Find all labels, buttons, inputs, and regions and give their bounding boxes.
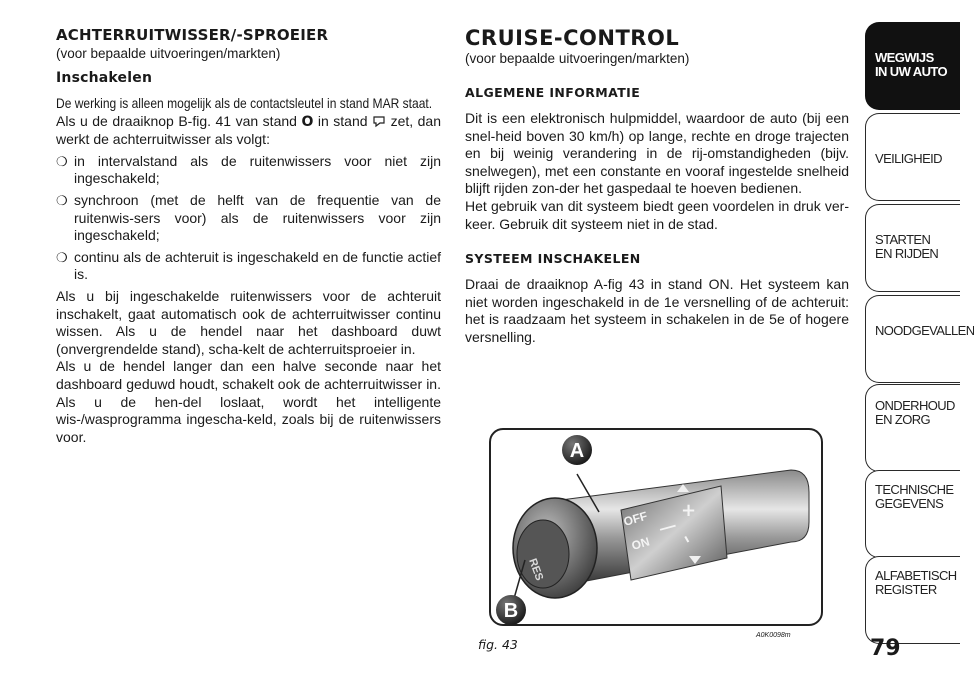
tab-alfabetisch[interactable]: ALFABETISCH REGISTER	[865, 556, 960, 644]
list-item: ❍ in intervalstand als de ruitenwissers voor niet zijn ingeschakeld;	[56, 152, 441, 187]
title-note: (voor bepaalde uitvoeringen/markten)	[56, 46, 281, 61]
tab-technische[interactable]: TECHNISCHE GEGEVENS	[865, 470, 960, 558]
tab-wegwijs[interactable]: WEGWIJS IN UW AUTO	[865, 22, 960, 110]
heading-system-on: SYSTEEM INSCHAKELEN	[465, 251, 641, 267]
svg-text:A: A	[569, 440, 585, 462]
knob-res-label: RES	[526, 556, 546, 583]
heading-general-info: ALGEMENE INFORMATIE	[465, 85, 641, 100]
figure-code: A0K0098m	[756, 632, 791, 639]
paragraph-switch: Als u de draaiknop B-fig. 41 van stand O in stand zet, dan werkt de achterruitwisser als volgt:	[56, 112, 441, 148]
paragraph: De werking is alleen mogelijk als de contactsleutel in stand MAR staat.	[56, 95, 433, 111]
tab-onderhoud[interactable]: ONDERHOUD EN ZORG	[865, 384, 960, 472]
section-title-rear-wiper: ACHTERRUITWISSER/-SPROEIER	[56, 26, 329, 44]
tab-starten[interactable]: STARTEN EN RIJDEN	[865, 204, 960, 292]
title-note: (voor bepaalde uitvoeringen/markten)	[465, 51, 690, 66]
lever-illustration	[491, 430, 825, 628]
knob-on-label: ON	[629, 534, 652, 553]
figure-cruise-lever	[489, 428, 823, 626]
rear-wiper-icon	[372, 115, 386, 127]
svg-text:B: B	[503, 600, 519, 622]
tab-noodgevallen[interactable]: NOODGEVALLEN	[865, 295, 960, 383]
plus-label: +	[681, 500, 697, 521]
paragraph: Dit is een elektronisch hulpmiddel, waardoor de auto (bij een snel-heid boven 30 km/h) op lange, rechte en droge trajecten en bij weinig verandering in de rij-omstandigheden (bijv. snelwegen), met een constante en vooraf ingestelde snelheid blijft rijden zon-der het gaspedaal te hoeven bedienen.	[465, 110, 849, 197]
chapter-tabs	[855, 0, 974, 677]
left-column	[56, 26, 441, 446]
list-item: ❍ continu als de achteruit is ingeschakeld en de functie actief is.	[56, 248, 441, 283]
paragraph: Draai de draaiknop A-fig 43 in stand ON. Het systeem kan niet worden ingeschakeld in de 1e versnelling of de achteruit: het is raadzaam het systeem in schakelen in de 5e of hogere versnelling.	[465, 276, 849, 345]
figure-caption: fig. 43	[478, 637, 518, 652]
subheading-inschakelen: Inschakelen	[56, 70, 153, 86]
off-symbol-icon: O	[301, 113, 314, 130]
minus-label: |	[659, 522, 680, 533]
paragraph: Als u bij ingeschakelde ruitenwissers voor de achteruit inschakelt, gaat automatisch ook de achterruitwisser continu wissen. Als u de hendel naar het dashboard duwt (onvergrendelde stand), scha-kelt de achterruitsproeier in.	[56, 287, 441, 357]
tab-veiligheid[interactable]: VEILIGHEID	[865, 113, 960, 201]
callout-a	[562, 435, 592, 465]
bullet-icon: ❍	[56, 192, 68, 208]
paragraph: Het gebruik van dit systeem biedt geen voordelen in druk ver-keer. Gebruik dit systeem niet in de stad.	[465, 197, 849, 232]
bullet-icon: ❍	[56, 153, 68, 169]
page-number: 79	[870, 636, 901, 661]
paragraph: Als u de hendel langer dan een halve seconde naar het dashboard geduwd houdt, schakelt ook de achterruitwisser in. Als u de hen-del loslaat, wordt het intelligente wis-/wasprogramma ingescha-keld, zoals bij de ruitenwissers voor.	[56, 358, 441, 445]
right-column	[465, 26, 849, 347]
callout-b	[496, 595, 526, 625]
knob-off-label: OFF	[621, 508, 649, 529]
section-title-cruise-control: CRUISE-CONTROL	[465, 26, 680, 50]
minus-label: –	[677, 530, 698, 547]
bullet-icon: ❍	[56, 249, 68, 265]
list-item: ❍ synchroon (met de helft van de frequentie van de ruitenwis-sers voor) als de ruitenwissers voor zijn ingeschakeld;	[56, 191, 441, 244]
